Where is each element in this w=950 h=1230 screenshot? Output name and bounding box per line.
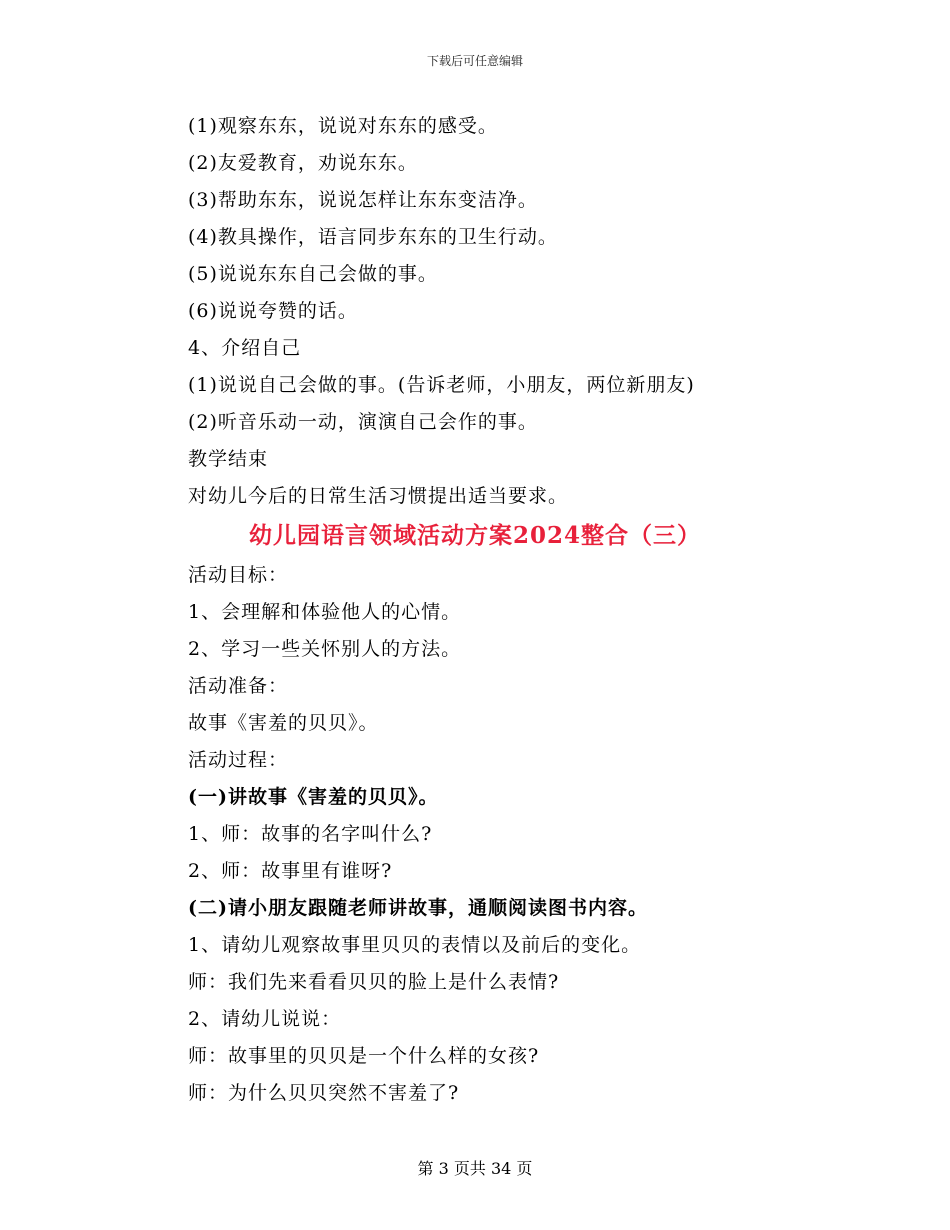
paragraph-line: (4)教具操作，语言同步东东的卫生行动。 xyxy=(188,226,558,248)
paragraph-line: 师：我们先来看看贝贝的脸上是什么表情? xyxy=(188,971,560,993)
paragraph-line: 2、学习一些关怀别人的方法。 xyxy=(188,638,462,660)
paragraph-line: (1)说说自己会做的事。(告诉老师，小朋友，两位新朋友) xyxy=(188,374,695,396)
page-footer: 第 3 页共 34 页 xyxy=(417,1159,533,1178)
subheading-line: (一)讲故事《害羞的贝贝》。 xyxy=(188,786,439,808)
paragraph-line: 2、请幼儿说说： xyxy=(188,1008,342,1030)
paragraph-line: 活动准备： xyxy=(188,675,289,697)
paragraph-line: (2)听音乐动一动，演演自己会作的事。 xyxy=(188,411,538,433)
paragraph-line: 师：为什么贝贝突然不害羞了? xyxy=(188,1082,460,1104)
paragraph-line: (6)说说夸赞的话。 xyxy=(188,300,358,322)
paragraph-line: 活动过程： xyxy=(188,749,289,771)
paragraph-line: 师：故事里的贝贝是一个什么样的女孩? xyxy=(188,1045,540,1067)
paragraph-line: 1、请幼儿观察故事里贝贝的表情以及前后的变化。 xyxy=(188,934,642,956)
paragraph-line: 1、师：故事的名字叫什么? xyxy=(188,823,433,845)
paragraph-line: 教学结束 xyxy=(188,448,269,470)
section-title: 幼儿园语言领域活动方案2024整合（三） xyxy=(248,522,701,549)
paragraph-line: 2、师：故事里有谁呀? xyxy=(188,860,393,882)
paragraph-line: (5)说说东东自己会做的事。 xyxy=(188,263,438,285)
paragraph-line: 活动目标： xyxy=(188,564,289,586)
paragraph-line: 故事《害羞的贝贝》。 xyxy=(188,712,379,734)
paragraph-line: 对幼儿今后的日常生活习惯提出适当要求。 xyxy=(188,485,569,507)
subheading-line: (二)请小朋友跟随老师讲故事，通顺阅读图书内容。 xyxy=(188,897,648,919)
document-body xyxy=(188,108,828,1112)
paragraph-line: (2)友爱教育，劝说东东。 xyxy=(188,152,418,174)
paragraph-line: (1)观察东东，说说对东东的感受。 xyxy=(188,115,498,137)
paragraph-line: 4、介绍自己 xyxy=(188,337,302,359)
paragraph-line: (3)帮助东东，说说怎样让东东变洁净。 xyxy=(188,189,538,211)
paragraph-line: 1、会理解和体验他人的心情。 xyxy=(188,601,462,623)
page-header: 下载后可任意编辑 xyxy=(426,54,523,68)
